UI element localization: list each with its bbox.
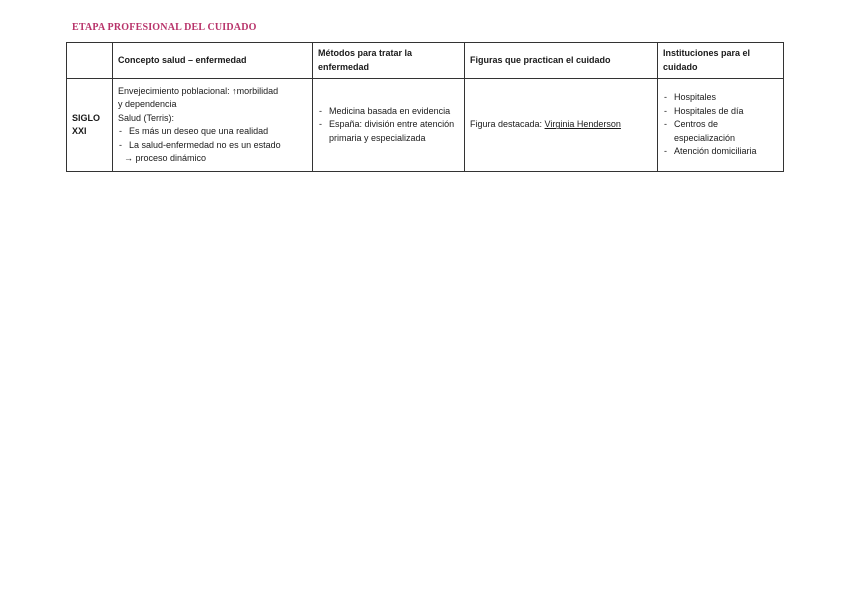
page-title: ETAPA PROFESIONAL DEL CUIDADO: [72, 22, 257, 33]
figuras-cell: [465, 79, 658, 172]
header-instituciones: Instituciones para el cuidado: [658, 43, 784, 79]
list-item: - Centros de especialización: [663, 118, 778, 145]
list-item: - Atención domiciliaria: [663, 145, 778, 159]
row-label-line1: SIGLO: [72, 112, 101, 123]
table-header-row: [67, 43, 784, 79]
list-item: - Hospitales: [663, 91, 778, 105]
header-metodos: Métodos para tratar la enfermedad: [313, 43, 465, 79]
list-item: - Medicina basada en evidencia: [318, 105, 459, 119]
list-item: - España: división entre atención primaria y especializada: [318, 118, 459, 145]
list-item: - Es más un deseo que una realidad: [118, 125, 307, 139]
concepto-list: [118, 125, 307, 152]
instituciones-cell: [658, 79, 784, 172]
concepto-salud-label: Salud (Terris):: [118, 112, 175, 123]
concepto-cell: [113, 79, 313, 172]
concepto-continuation: → proceso dinámico: [124, 153, 207, 163]
metodos-list: [318, 105, 459, 146]
metodos-cell: [313, 79, 465, 172]
instituciones-list: [663, 91, 778, 159]
table-row: [67, 79, 784, 172]
etapa-table: [66, 42, 784, 172]
row-label: [67, 79, 113, 172]
header-empty: [67, 43, 113, 79]
list-item: - Hospitales de día: [663, 105, 778, 119]
header-figuras: Figuras que practican el cuidado: [465, 43, 658, 79]
header-concepto: Concepto salud – enfermedad: [113, 43, 313, 79]
figuras-name-link[interactable]: Virginia Henderson: [544, 119, 621, 130]
figuras-prefix: Figura destacada:: [470, 119, 545, 130]
concepto-intro-line1: Envejecimiento poblacional: ↑morbilidad: [118, 85, 279, 96]
row-label-line2: XXI: [72, 126, 87, 136]
concepto-intro-line2: y dependencia: [118, 99, 177, 109]
list-item: - La salud-enfermedad no es un estado: [118, 139, 307, 153]
